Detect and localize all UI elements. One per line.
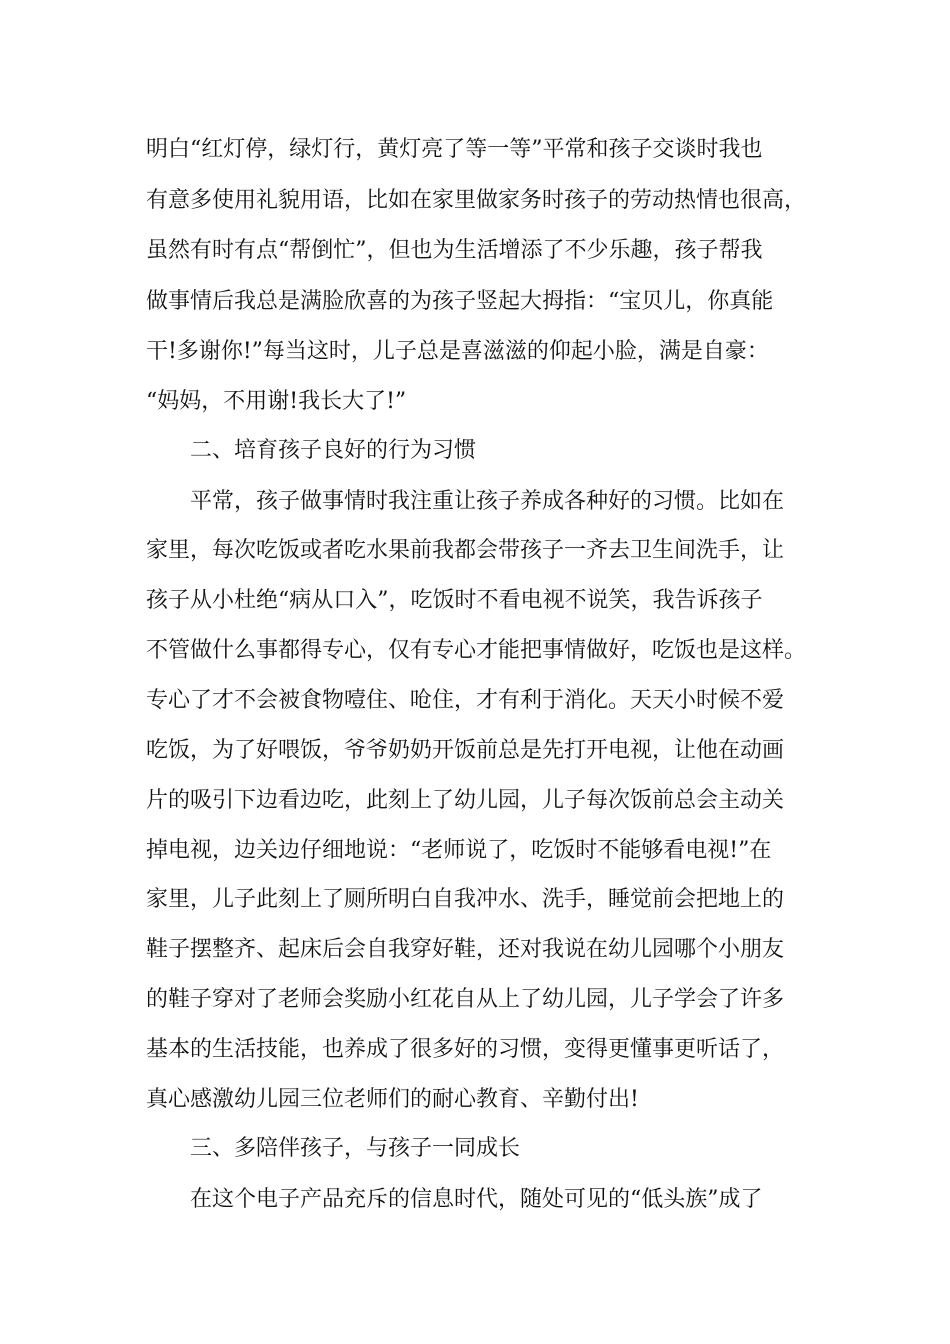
text-line: 在这个电子产品充斥的信息时代，随处可见的“低头族”成了 [190,1187,763,1212]
text-line: 不管做什么事都得专心，仅有专心才能把事情做好，吃饭也是这样。 [146,638,807,663]
text-line: “妈妈，不用谢!我长大了!” [146,389,407,414]
text-line: 家里，每次吃饭或者吃水果前我都会带孩子一齐去卫生间洗手，让 [146,538,785,563]
text-line: 吃饭，为了好喂饭，爷爷奶奶开饭前总是先打开电视，让他在动画 [146,738,785,763]
text-line: 的鞋子穿对了老师会奖励小红花自从上了幼儿园，儿子学会了许多 [146,987,785,1012]
text-line: 孩子从小杜绝“病从口入”，吃饭时不看电视不说笑，我告诉孩子 [146,588,763,613]
text-line: 片的吸引下边看边吃，此刻上了幼儿园，儿子每次饭前总会主动关 [146,788,785,813]
section-heading: 二、培育孩子良好的行为习惯 [190,438,477,463]
text-line: 干!多谢你!”每当这时，儿子总是喜滋滋的仰起小脸，满是自豪： [146,339,769,364]
text-line: 做事情后我总是满脸欣喜的为孩子竖起大拇指：“宝贝儿，你真能 [146,289,774,314]
text-line: 真心感激幼儿园三位老师们的耐心教育、辛勤付出! [146,1087,639,1112]
text-line: 有意多使用礼貌用语，比如在家里做家务时孩子的劳动热情也很高， [146,188,807,213]
text-line: 平常，孩子做事情时我注重让孩子养成各种好的习惯。比如在 [190,489,785,514]
section-heading: 三、多陪伴孩子，与孩子一同成长 [190,1136,521,1161]
text-line: 基本的生活技能，也养成了很多好的习惯，变得更懂事更听话了， [146,1037,785,1062]
text-line: 虽然有时有点“帮倒忙”，但也为生活增添了不少乐趣，孩子帮我 [146,238,763,263]
text-line: 明白“红灯停，绿灯行，黄灯亮了等一等”平常和孩子交谈时我也 [146,137,763,162]
text-line: 家里，儿子此刻上了厕所明白自我冲水、洗手，睡觉前会把地上的 [146,887,785,912]
text-line: 掉电视，边关边仔细地说：“老师说了，吃饭时不能够看电视!”在 [146,838,772,863]
text-line: 鞋子摆整齐、起床后会自我穿好鞋，还对我说在幼儿园哪个小朋友 [146,937,785,962]
text-line: 专心了才不会被食物噎住、呛住，才有利于消化。天天小时候不爱 [146,688,785,713]
